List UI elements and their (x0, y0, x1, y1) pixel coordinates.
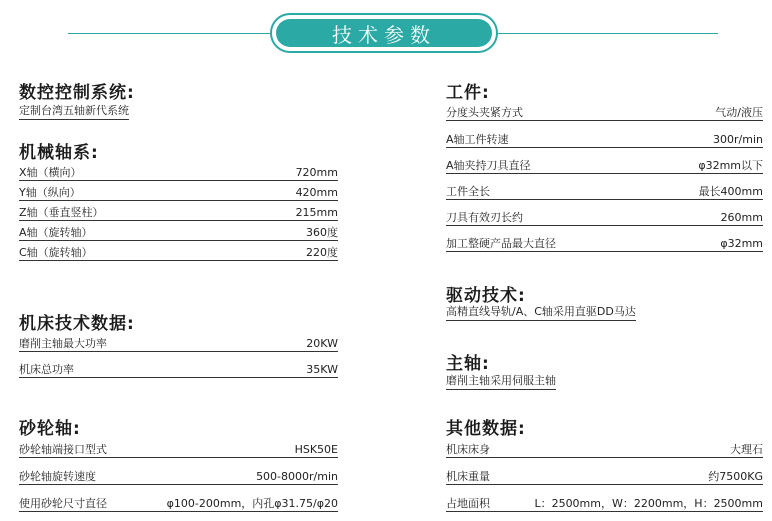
workpiece-row (446, 156, 763, 174)
other-value: 约7500KG (708, 470, 763, 483)
workpiece-label: A轴夹持刀具直径 (446, 159, 531, 172)
header-line-left (68, 33, 282, 34)
machine-value: 35KW (306, 363, 338, 376)
other-row (446, 440, 763, 458)
axis-row (19, 243, 338, 261)
axis-value: 220度 (306, 246, 338, 259)
axis-row (19, 203, 338, 221)
wheel-value: 500-8000r/min (256, 470, 338, 483)
axis-row (19, 163, 338, 181)
other-value: L：2500mm，W：2200mm，H：2500mm (534, 497, 763, 510)
other-data-title: 其他数据: (446, 419, 526, 439)
other-label: 机床重量 (446, 470, 490, 483)
axis-label: X轴（横向） (19, 166, 82, 179)
wheel-row (19, 494, 338, 512)
wheel-value: φ100-200mm，内孔φ31.75/φ20 (166, 497, 338, 510)
axis-value: 360度 (306, 226, 338, 239)
other-row (446, 494, 763, 512)
workpiece-value: φ32mm (720, 237, 763, 250)
machine-row (19, 360, 338, 378)
machine-value: 20KW (306, 337, 338, 350)
spindle-desc: 磨削主轴采用伺服主轴 (446, 374, 556, 390)
wheel-label: 砂轮轴端接口型式 (19, 443, 107, 456)
control-system-title: 数控控制系统: (19, 83, 135, 103)
axis-label: Y轴（纵向） (19, 186, 81, 199)
machine-row (19, 334, 338, 352)
spindle-title: 主轴: (446, 354, 490, 374)
other-value: 大理石 (730, 443, 763, 456)
wheel-row (19, 440, 338, 458)
axis-value: 720mm (295, 166, 338, 179)
wheel-axis-title: 砂轮轴: (19, 419, 81, 439)
page-title: 技术参数 (276, 19, 492, 47)
wheel-label: 砂轮轴旋转速度 (19, 470, 96, 483)
control-system-desc: 定制台湾五轴新代系统 (19, 104, 129, 120)
axis-label: A轴（旋转轴） (19, 226, 93, 239)
workpiece-row (446, 103, 763, 121)
mechanical-axes-title: 机械轴系: (19, 143, 99, 163)
axis-label: Z轴（垂直竖柱） (19, 206, 104, 219)
title-pill (270, 13, 498, 53)
axis-label: C轴（旋转轴） (19, 246, 93, 259)
workpiece-label: 分度头夹紧方式 (446, 106, 523, 119)
axis-row (19, 183, 338, 201)
workpiece-label: 工件全长 (446, 185, 490, 198)
axis-row (19, 223, 338, 241)
workpiece-value: 最长400mm (698, 185, 763, 198)
workpiece-row (446, 208, 763, 226)
workpiece-value: φ32mm以下 (698, 159, 763, 172)
workpiece-label: 加工整硬产品最大直径 (446, 237, 556, 250)
workpiece-value: 气动/液压 (715, 106, 763, 119)
drive-tech-title: 驱动技术: (446, 286, 526, 306)
wheel-value: HSK50E (294, 443, 338, 456)
workpiece-label: A轴工件转速 (446, 133, 509, 146)
drive-tech-desc: 高精直线导轨/A、C轴采用直驱DD马达 (446, 305, 636, 321)
workpiece-label: 刀具有效刃长约 (446, 211, 523, 224)
machine-label: 磨削主轴最大功率 (19, 337, 107, 350)
workpiece-row (446, 130, 763, 148)
workpiece-value: 260mm (720, 211, 763, 224)
other-label: 机床床身 (446, 443, 490, 456)
machine-label: 机床总功率 (19, 363, 74, 376)
other-row (446, 467, 763, 485)
wheel-row (19, 467, 338, 485)
workpiece-row (446, 182, 763, 200)
other-label: 占地面积 (446, 497, 490, 510)
header-line-right (490, 33, 718, 34)
axis-value: 215mm (295, 206, 338, 219)
workpiece-row (446, 234, 763, 252)
wheel-label: 使用砂轮尺寸直径 (19, 497, 107, 510)
machine-data-title: 机床技术数据: (19, 314, 135, 334)
workpiece-value: 300r/min (713, 133, 763, 146)
axis-value: 420mm (295, 186, 338, 199)
workpiece-title: 工件: (446, 83, 490, 103)
